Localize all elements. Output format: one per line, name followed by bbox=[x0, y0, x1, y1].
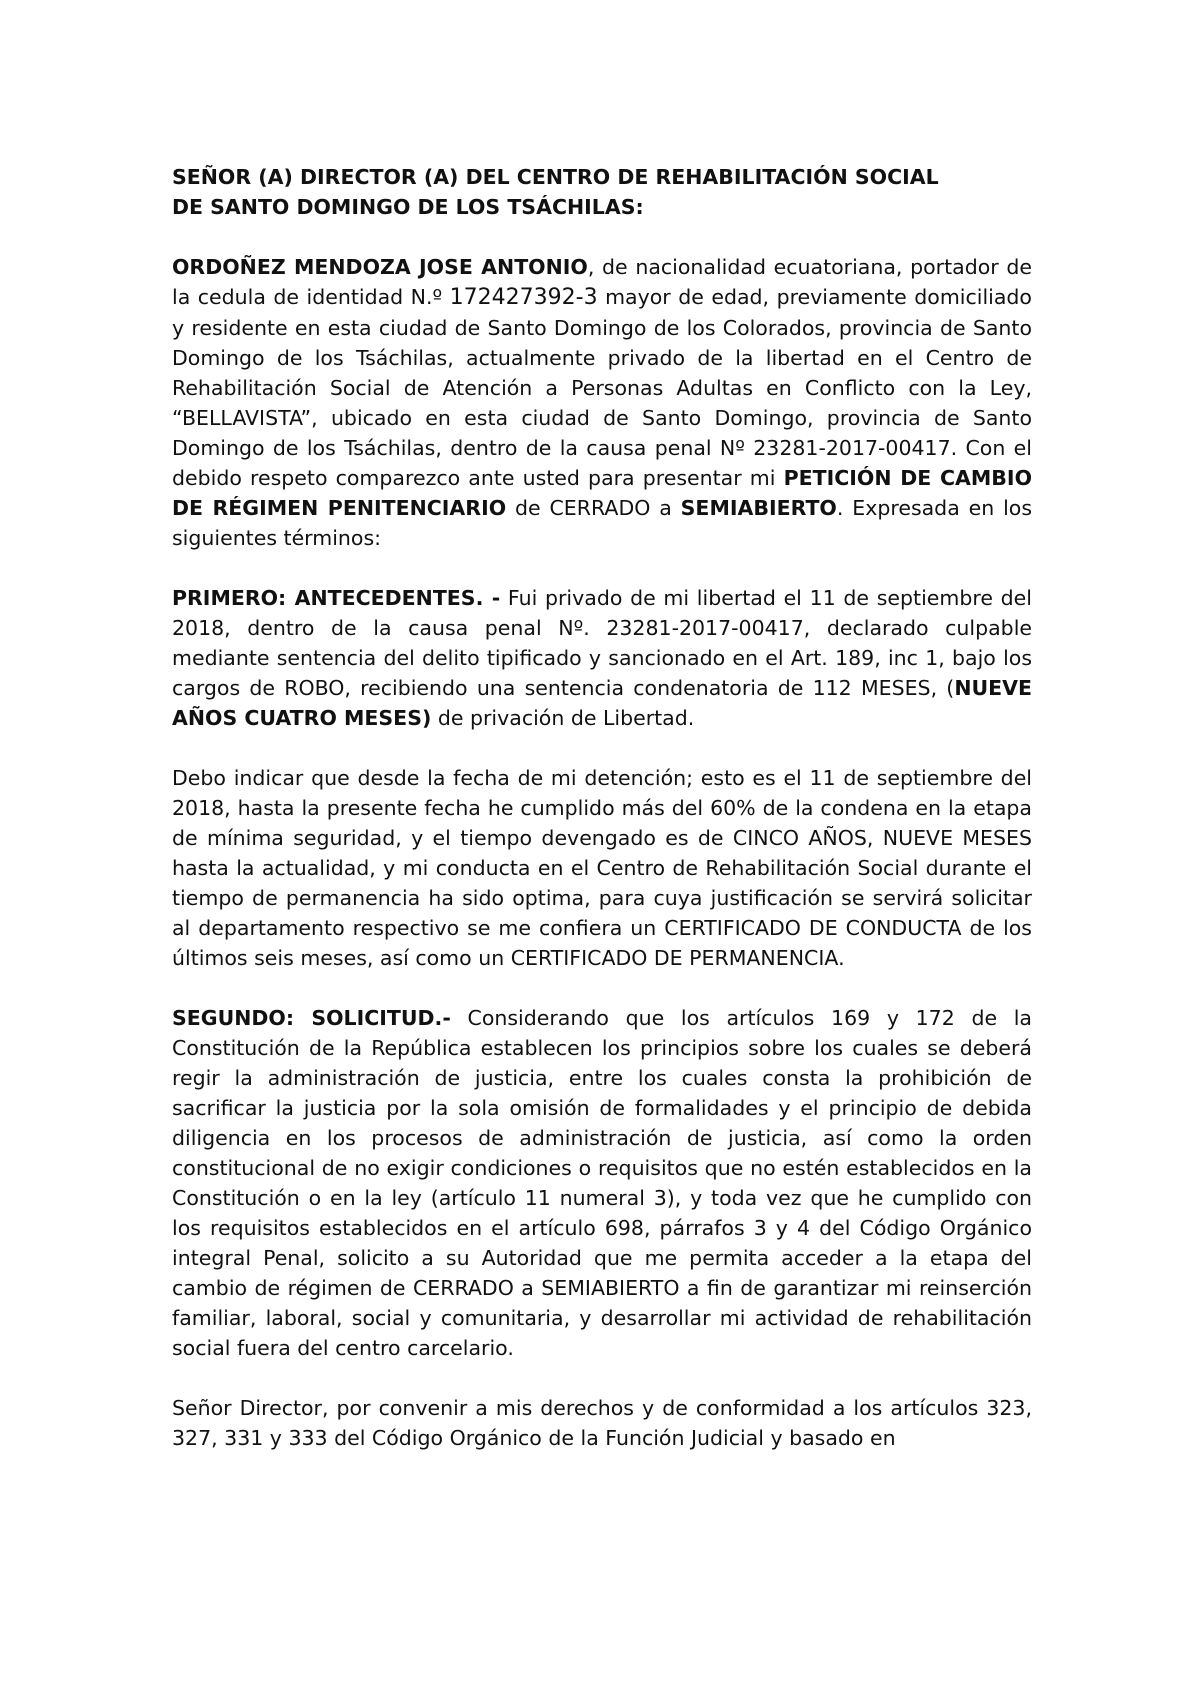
petitioner-name: ORDOÑEZ MENDOZA JOSE ANTONIO bbox=[172, 255, 588, 279]
conduct-paragraph bbox=[172, 763, 1032, 973]
petition-title: PETICIÓN DE CAMBIO DE RÉGIMEN PENITENCIARIO bbox=[172, 466, 1032, 520]
p3-text: Debo indicar que desde la fecha de mi detención; esto es el 11 de septiembre del 2018, hasta la presente fecha he cumplido más del 60% de la condena en la etapa de mínima seguridad, y el tiempo devengado es de CINCO AÑOS, NUEVE MESES hasta la actualidad, y mi conducta en el Centro de Rehabilitación Social durante el tiempo de permanencia ha sido optima, para cuya justificación se servirá solicitar al departamento respectivo se me confiera un CERTIFICADO DE CONDUCTA de los últimos seis meses, así como un CERTIFICADO DE PERMANENCIA. bbox=[172, 766, 1032, 970]
antecedents-label: PRIMERO: ANTECEDENTES. - bbox=[172, 586, 501, 610]
p2-text-1: Fui privado de mi libertad el 11 de septiembre del 2018, dentro de la causa penal Nº. 23281-2017-00417, declarado culpable mediante sentencia del delito tipificado y sancionado en el Art. 189, inc 1, bajo los cargos de ROBO, recibiendo una sentencia condenatoria de 112 MESES, ( bbox=[172, 586, 1032, 700]
p1-text-4: . Expresada en los siguientes términos: bbox=[172, 496, 1033, 550]
p1-text-1: , de nacionalidad ecuatoriana, portador de la cedula de identidad N.º bbox=[172, 255, 1032, 309]
p1-text-2: mayor de edad, previamente domiciliado y residente en esta ciudad de Santo Domingo de los Colorados, provincia de Santo Domingo de los Tsáchilas, actualmente privado de la libertad en el Centro de Rehabilitación Social de Atención a Personas Adultas en Conflicto con la Ley, “BELLAVISTA”, ubicado en esta ciudad de Santo Domingo, provincia de Santo Domingo de los Tsáchilas, dentro de la causa penal Nº 23281-2017-00417. Con el debido respeto comparezco ante usted para presentar mi bbox=[172, 285, 1032, 490]
request-paragraph bbox=[172, 1003, 1032, 1363]
request-label: SEGUNDO: SOLICITUD.- bbox=[172, 1006, 451, 1030]
heading-line-1: SEÑOR (A) DIRECTOR (A) DEL CENTRO DE REHABILITACIÓN SOCIAL bbox=[172, 165, 939, 189]
p4-text-1: Considerando que los artículos 169 y 172 de la Constitución de la República establecen los principios sobre los cuales se deberá regir la administración de justicia, entre los cuales consta la prohibición de sacrificar la justicia por la sola omisión de formalidades y el principio de debida diligencia en los procesos de administración de justicia, así como la orden constitucional de no exigir condiciones o requisitos que no estén establecidos en la Constitución o en la ley (artículo 11 numeral 3), y toda vez que he cumplido con los requisitos establecidos en el artículo 698, párrafos 3 y 4 del Código Orgánico integral Penal, solicito a su Autoridad que me permita acceder a la etapa del cambio de régimen de CERRADO a SEMIABIERTO a fin de garantizar mi reinserción familiar, laboral, social y comunitaria, y desarrollar mi actividad de rehabilitación social fuera del centro carcelario. bbox=[172, 1006, 1032, 1360]
p1-text-3: de CERRADO a bbox=[506, 496, 681, 520]
p2-text-2: de privación de Libertad. bbox=[431, 706, 695, 730]
document-body bbox=[172, 162, 1032, 1483]
addressee-heading bbox=[172, 162, 1032, 222]
id-number: 172427392-3 bbox=[449, 285, 598, 310]
sentence-duration: NUEVE AÑOS CUATRO MESES) bbox=[172, 676, 1032, 730]
petitioner-paragraph bbox=[172, 252, 1032, 553]
heading-line-2: DE SANTO DOMINGO DE LOS TSÁCHILAS: bbox=[172, 195, 644, 219]
regime-semiabierto: SEMIABIERTO bbox=[680, 496, 837, 520]
closing-paragraph bbox=[172, 1393, 1032, 1453]
antecedents-paragraph bbox=[172, 583, 1032, 733]
p5-text: Señor Director, por convenir a mis derechos y de conformidad a los artículos 323, 327, 331 y 333 del Código Orgánico de la Función Judicial y basado en bbox=[172, 1396, 1032, 1450]
